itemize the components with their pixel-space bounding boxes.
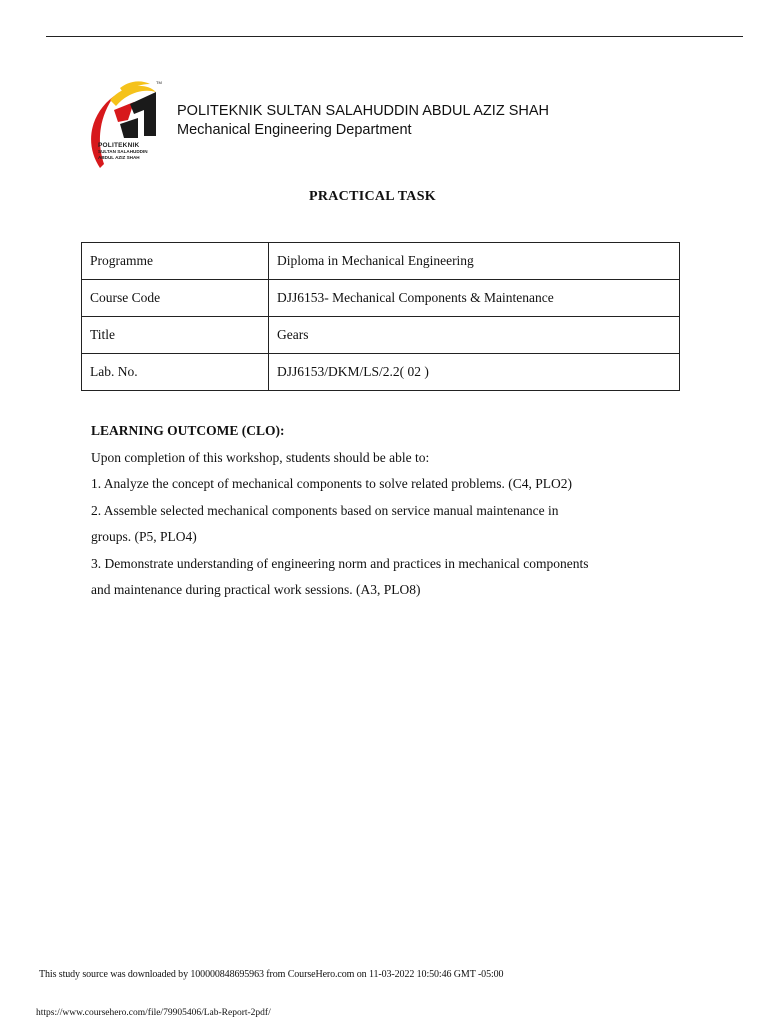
document-title: PRACTICAL TASK bbox=[309, 189, 436, 204]
learning-outcome-heading: LEARNING OUTCOME (CLO): bbox=[91, 423, 285, 438]
table-row bbox=[82, 317, 680, 354]
list-item: and maintenance during practical work sessions. (A3, PLO8) bbox=[91, 582, 421, 597]
list-item: 2. Assemble selected mechanical components based on service manual maintenance in bbox=[91, 502, 559, 518]
department-name: Mechanical Engineering Department bbox=[177, 122, 412, 138]
list-item: groups. (P5, PLO4) bbox=[91, 529, 197, 544]
table-value: Gears bbox=[269, 317, 680, 354]
table-row bbox=[82, 243, 680, 280]
table-label: Course Code bbox=[82, 280, 269, 317]
top-rule bbox=[46, 36, 743, 37]
table-row bbox=[82, 354, 680, 391]
logo-text-line1: POLITEKNIK bbox=[98, 142, 140, 149]
learning-outcome-section bbox=[91, 418, 691, 604]
table-label: Lab. No. bbox=[82, 354, 269, 391]
list-item: 1. Analyze the concept of mechanical components to solve related problems. (C4, PLO2) bbox=[91, 476, 572, 491]
learning-outcome-intro: Upon completion of this workshop, students should be able to: bbox=[91, 449, 430, 465]
table-label: Programme bbox=[82, 243, 269, 280]
table-label: Title bbox=[82, 317, 269, 354]
trademark-mark: TM bbox=[156, 80, 162, 85]
logo-text-line3: ABDUL AZIZ SHAH bbox=[98, 155, 140, 160]
list-item: 3. Demonstrate understanding of engineering norm and practices in mechanical components bbox=[91, 555, 589, 571]
source-url-link[interactable]: https://www.coursehero.com/file/79905406/Lab-Report-2pdf/ bbox=[36, 1008, 271, 1018]
institution-name: POLITEKNIK SULTAN SALAHUDDIN ABDUL AZIZ SHAH bbox=[177, 103, 549, 119]
table-row bbox=[82, 280, 680, 317]
table-value: Diploma in Mechanical Engineering bbox=[269, 243, 680, 280]
table-value: DJJ6153- Mechanical Components & Maintenance bbox=[269, 280, 680, 317]
logo-text-line2: SULTAN SALAHUDDIN bbox=[98, 149, 148, 154]
institution-block bbox=[177, 102, 549, 140]
course-info-table bbox=[81, 242, 680, 391]
table-value: DJJ6153/DKM/LS/2.2( 02 ) bbox=[269, 354, 680, 391]
download-note: This study source was downloaded by 100000848695963 from CourseHero.com on 11-03-2022 10:50:46 GMT -05:00 bbox=[39, 969, 504, 980]
